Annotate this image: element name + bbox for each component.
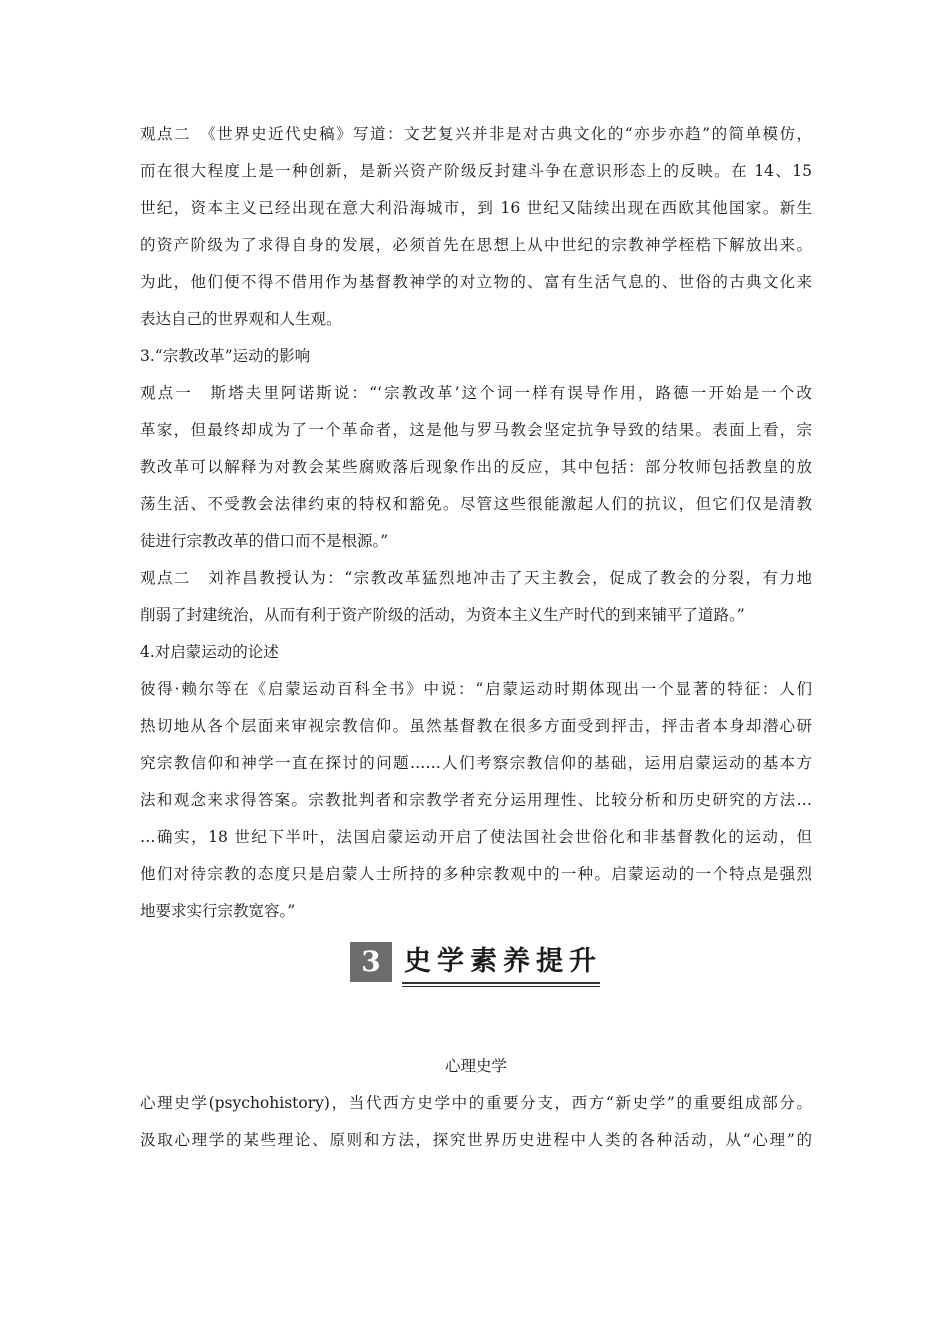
section-heading-reformation: 3.“宗教改革”运动的影响	[140, 347, 311, 365]
text-line: 徒进行宗教改革的借口而不是根源。”	[140, 532, 389, 550]
enlightenment-paragraph	[140, 671, 812, 930]
text-line: 观点二 刘祚昌教授认为：“宗教改革猛烈地冲击了天主教会，促成了教会的分裂，有力地	[140, 569, 812, 587]
text-line: 革家，但最终却成为了一个革命者，这是他与罗马教会坚定抗争导致的结果。表面上看，宗	[140, 421, 812, 439]
text-line: 观点二 《世界史近代史稿》写道：文艺复兴并非是对古典文化的“亦步亦趋”的简单模仿，	[140, 125, 812, 143]
psychohistory-title: 心理史学	[444, 1057, 507, 1075]
banner-underline-thin	[402, 986, 600, 987]
banner-title: 史学素养提升	[404, 946, 602, 977]
text-line: …确实，18 世纪下半叶，法国启蒙运动开启了使法国社会世俗化和非基督教化的运动，但	[140, 828, 812, 846]
view2-paragraph	[140, 116, 812, 338]
text-line: 世纪，资本主义已经出现在意大利沿海城市，到 16 世纪又陆续出现在西欧其他国家。新生	[140, 199, 812, 217]
text-line: 削弱了封建统治，从而有利于资产阶级的活动，为资本主义生产时代的到来铺平了道路。”	[140, 606, 745, 624]
banner-box	[350, 942, 602, 986]
text-line: 究宗教信仰和神学一直在探讨的问题……人们考察宗教信仰的基础，运用启蒙运动的基本方	[140, 754, 812, 772]
text-line: 而在很大程度上是一种创新，是新兴资产阶级反封建斗争在意识形态上的反映。在 14、15	[140, 162, 812, 180]
section-banner	[140, 938, 812, 1000]
text-line: 他们对待宗教的态度只是启蒙人士所持的多种宗教观中的一种。启蒙运动的一个特点是强烈	[140, 865, 812, 883]
text-line: 热切地从各个层面来审视宗教信仰。虽然基督教在很多方面受到抨击，抨击者本身却潜心研	[140, 717, 812, 735]
text-line: 教改革可以解释为对教会某些腐败落后现象作出的反应，其中包括：部分牧师包括教皇的放	[140, 458, 812, 476]
text-line: 心理史学(psychohistory)，当代西方史学中的重要分支，西方“新史学”的重要组成部分。	[140, 1094, 812, 1112]
text-line: 荡生活、不受教会法律约束的特权和豁免。尽管这些很能激起人们的抗议，但它们仅是清教	[140, 495, 812, 513]
text-line: 彼得·赖尔等在《启蒙运动百科全书》中说：“启蒙运动时期体现出一个显著的特征：人们	[140, 680, 812, 698]
text-line: 为此，他们便不得不借用作为基督教神学的对立物的、富有生活气息的、世俗的古典文化来	[140, 273, 812, 291]
text-line: 汲取心理学的某些理论、原则和方法，探究世界历史进程中人类的各种活动，从“心理”的	[140, 1131, 812, 1149]
banner-underline	[402, 982, 600, 984]
text-line: 观点一 斯塔夫里阿诺斯说：“‘宗教改革’这个词一样有误导作用，路德一开始是一个改	[140, 384, 812, 402]
document-page	[140, 116, 812, 1159]
section-heading-enlightenment: 4.对启蒙运动的论述	[140, 643, 279, 661]
banner-number: 3	[350, 942, 392, 982]
text-line: 法和观念来求得答案。宗教批判者和宗教学者充分运用理性、比较分析和历史研究的方法…	[140, 791, 812, 809]
reformation-view1-paragraph	[140, 375, 812, 560]
psychohistory-paragraph	[140, 1085, 812, 1159]
text-line: 的资产阶级为了求得自身的发展，必须首先在思想上从中世纪的宗教神学桎梏下解放出来。	[140, 236, 812, 254]
reformation-view2-paragraph	[140, 560, 812, 634]
text-line: 地要求实行宗教宽容。”	[140, 902, 296, 920]
text-line: 表达自己的世界观和人生观。	[140, 310, 342, 328]
